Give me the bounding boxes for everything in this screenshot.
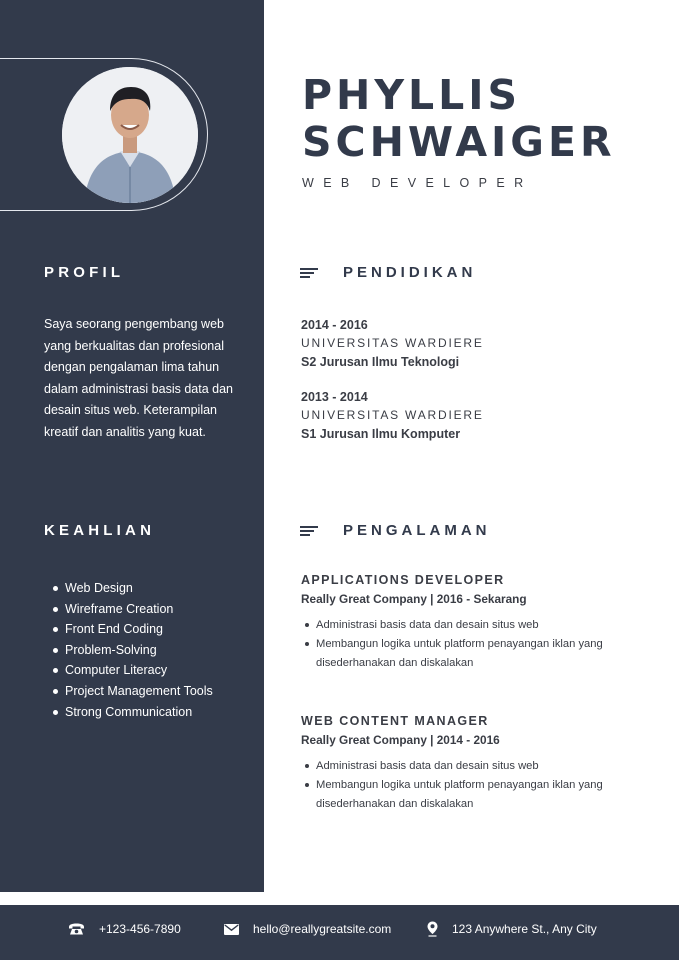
education-degree: S1 Jurusan Ilmu Komputer [301,427,461,441]
job-role: WEB CONTENT MANAGER [301,714,489,728]
skill-item: Strong Communication [44,702,213,723]
education-school: UNIVERSITAS WARDIERE [301,408,484,422]
skill-item: Wireframe Creation [44,599,213,620]
profile-heading: PROFIL [44,264,125,281]
job-bullets [301,757,641,814]
first-name: PHYLLIS [302,71,522,119]
contact-address[interactable] [427,905,597,953]
skill-item: Project Management Tools [44,681,213,702]
contact-footer [0,905,679,960]
job-company: Really Great Company | 2014 - 2016 [301,733,500,747]
job-title: WEB DEVELOPER [302,176,533,190]
education-heading: PENDIDIKAN [343,264,477,281]
education-entry [301,390,484,441]
phone-icon [68,923,85,935]
last-name: SCHWAIGER [302,118,616,166]
skills-heading: KEAHLIAN [44,522,156,539]
contact-phone[interactable] [68,905,181,953]
street-address: 123 Anywhere St., Any City [452,922,597,936]
education-degree: S2 Jurusan Ilmu Teknologi [301,355,460,369]
lines-icon [300,268,318,278]
experience-heading: PENGALAMAN [343,522,491,539]
skill-item: Web Design [44,578,213,599]
job-bullets [301,616,641,673]
experience-section-header [300,522,491,539]
skills-list [44,578,213,722]
envelope-icon [224,924,239,935]
job-bullet: Membangun logika untuk platform penayangan iklan yang disederhanakan dan diskalakan [301,635,641,673]
education-years: 2013 - 2014 [301,390,368,404]
map-pin-icon [427,921,438,937]
profile-photo-icon [62,67,198,203]
job-company: Really Great Company | 2016 - Sekarang [301,592,527,606]
contact-email[interactable] [224,905,391,953]
profile-text: Saya seorang pengembang web yang berkualitas dan profesional dengan pengalaman lima tahun dalam administrasi basis data dan desain situs web. Keterampilan kreatif dan analitis yang kuat. [44,317,233,439]
lines-icon [300,526,318,536]
avatar [62,67,198,203]
education-years: 2014 - 2016 [301,318,368,332]
education-section-header [300,264,476,281]
education-school: UNIVERSITAS WARDIERE [301,336,484,350]
job-role: APPLICATIONS DEVELOPER [301,573,505,587]
job-bullet: Membangun logika untuk platform penayangan iklan yang disederhanakan dan diskalakan [301,776,641,814]
job-entry [301,573,641,673]
skill-item: Problem-Solving [44,640,213,661]
phone-number: +123-456-7890 [99,922,181,936]
sidebar [0,0,264,892]
job-bullet: Administrasi basis data dan desain situs web [301,616,641,635]
skill-item: Front End Coding [44,619,213,640]
job-bullet: Administrasi basis data dan desain situs web [301,757,641,776]
email-address: hello@reallygreatsite.com [253,922,392,936]
skill-item: Computer Literacy [44,660,213,681]
education-entry [301,318,484,369]
full-name [302,72,616,166]
job-entry [301,714,641,814]
